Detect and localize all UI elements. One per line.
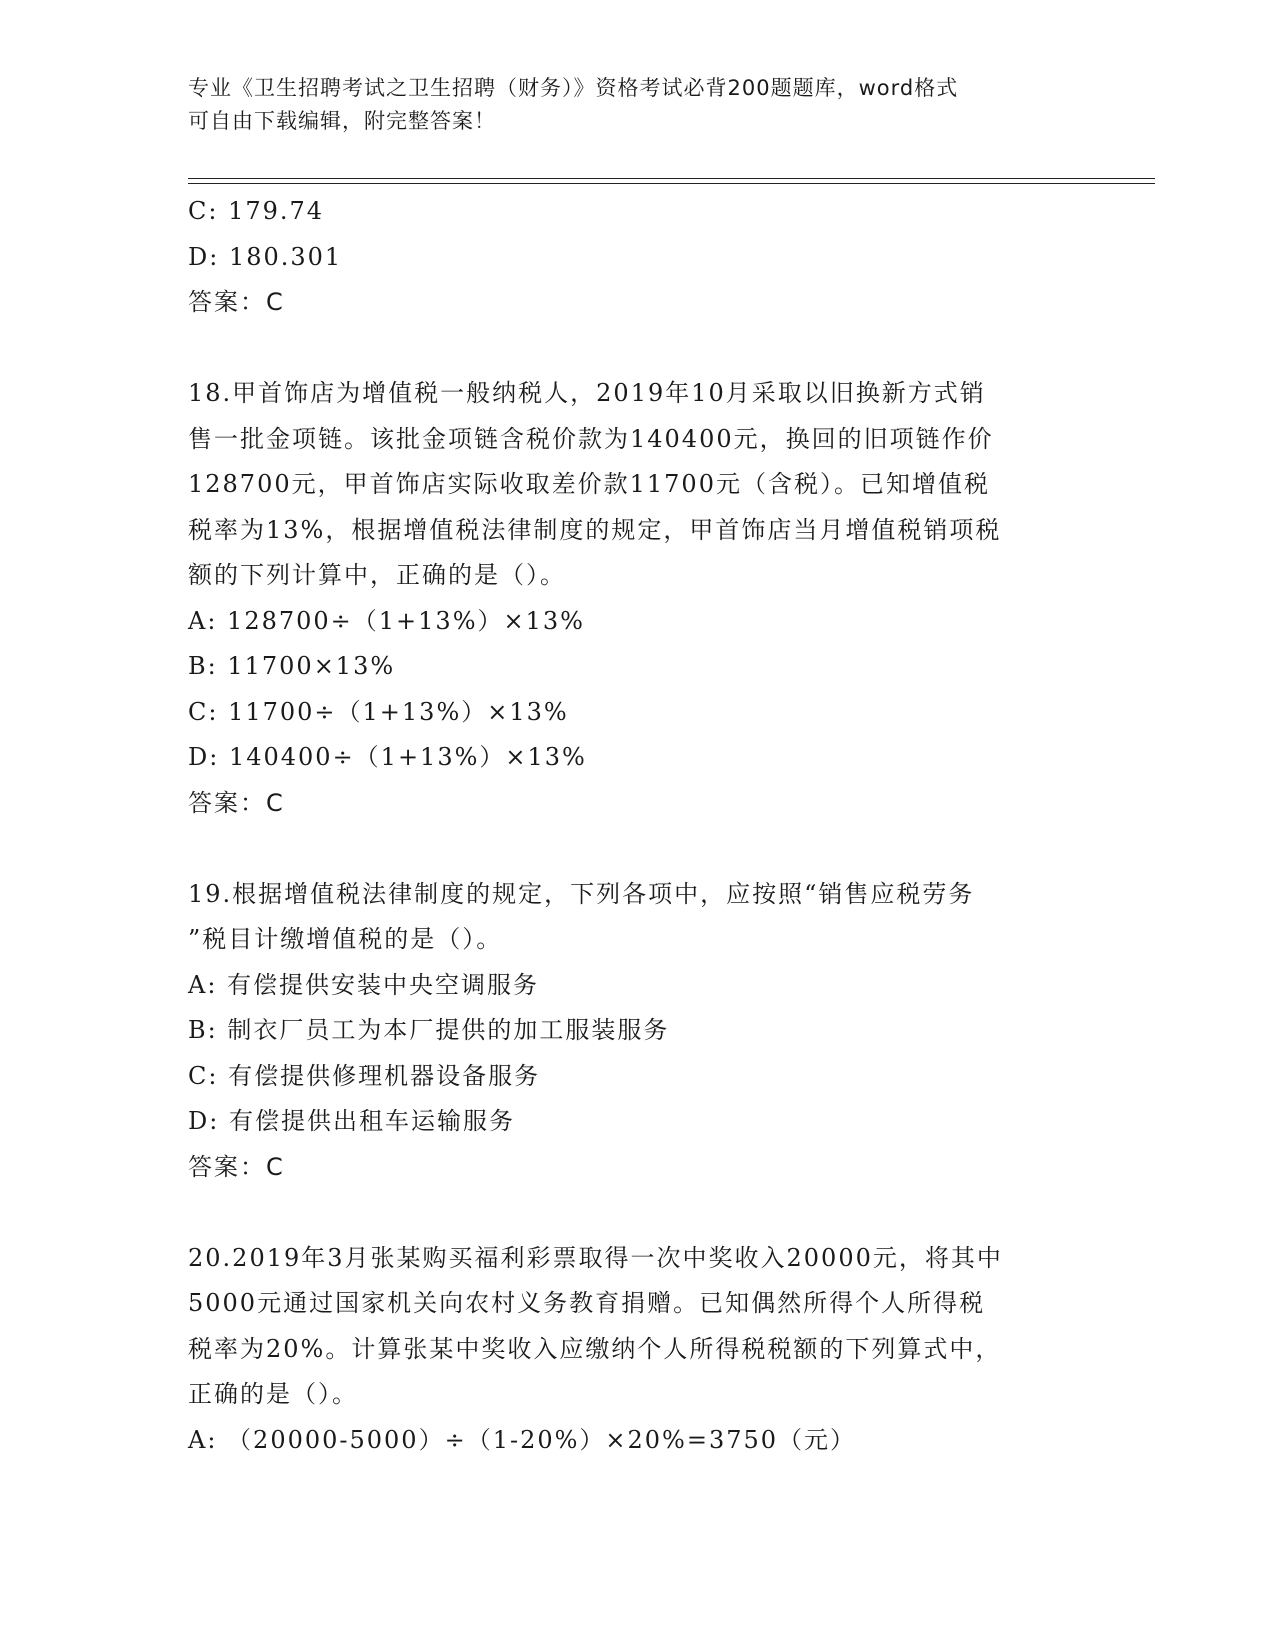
q18-stem-line: 售一批金项链。该批金项链含税价款为140400元，换回的旧项链作价	[188, 424, 994, 453]
document-header	[188, 72, 1088, 138]
q20-option-a: A: （20000-5000）÷（1-20%）×20%=3750（元）	[188, 1425, 857, 1454]
q19-option-c: C: 有偿提供修理机器设备服务	[188, 1061, 541, 1090]
q20-stem-line: 正确的是（）。	[188, 1380, 358, 1408]
spacer	[188, 326, 1088, 372]
q20-stem-line: 20.2019年3月张某购买福利彩票取得一次中奖收入20000元，将其中	[188, 1243, 1003, 1272]
spacer	[188, 1190, 1088, 1236]
q18-option-d: D: 140400÷（1+13%）×13%	[188, 743, 587, 771]
q20-stem-line: 税率为20%。计算张某中奖收入应缴纳个人所得税税额的下列算式中，	[188, 1334, 1002, 1363]
q18-stem-line: 税率为13%，根据增值税法律制度的规定，甲首饰店当月增值税销项税	[188, 515, 1002, 544]
q18-option-a: A: 128700÷（1+13%）×13%	[188, 606, 585, 635]
q19-stem-line: ”税目计缴增值税的是（）。	[188, 925, 503, 953]
header-rule-bottom	[188, 183, 1155, 184]
q18-stem-line: 额的下列计算中，正确的是（）。	[188, 561, 566, 589]
header-rule-top	[188, 178, 1155, 179]
q19-option-b: B: 制衣厂员工为本厂提供的加工服装服务	[188, 1016, 670, 1044]
q19-stem-line: 19.根据增值税法律制度的规定，下列各项中，应按照“销售应税劳务	[188, 879, 975, 908]
header-line-1: 专业《卫生招聘考试之卫生招聘（财务）》资格考试必背200题题库，word格式	[188, 76, 959, 100]
q18-option-b: B: 11700×13%	[188, 652, 396, 680]
header-line-2: 可自由下载编辑，附完整答案！	[188, 109, 496, 133]
q20-stem-line: 5000元通过国家机关向农村义务教育捐赠。已知偶然所得个人所得税	[188, 1289, 986, 1317]
q17-answer: 答案：C	[188, 288, 285, 316]
q18-option-c: C: 11700÷（1+13%）×13%	[188, 697, 569, 726]
q17-option-d: D: 180.301	[188, 242, 343, 271]
q19-answer: 答案：C	[188, 1152, 285, 1181]
q19-option-a: A: 有偿提供安装中央空调服务	[188, 970, 540, 999]
q18-stem-line: 18.甲首饰店为增值税一般纳税人，2019年10月采取以旧换新方式销	[188, 379, 986, 407]
question-content	[188, 189, 1088, 1463]
q18-answer: 答案：C	[188, 788, 285, 817]
q19-option-d: D: 有偿提供出租车运输服务	[188, 1107, 515, 1135]
q18-stem-line: 128700元，甲首饰店实际收取差价款11700元（含税）。已知增值税	[188, 470, 990, 498]
spacer	[188, 826, 1088, 872]
q17-option-c: C: 179.74	[188, 197, 325, 225]
